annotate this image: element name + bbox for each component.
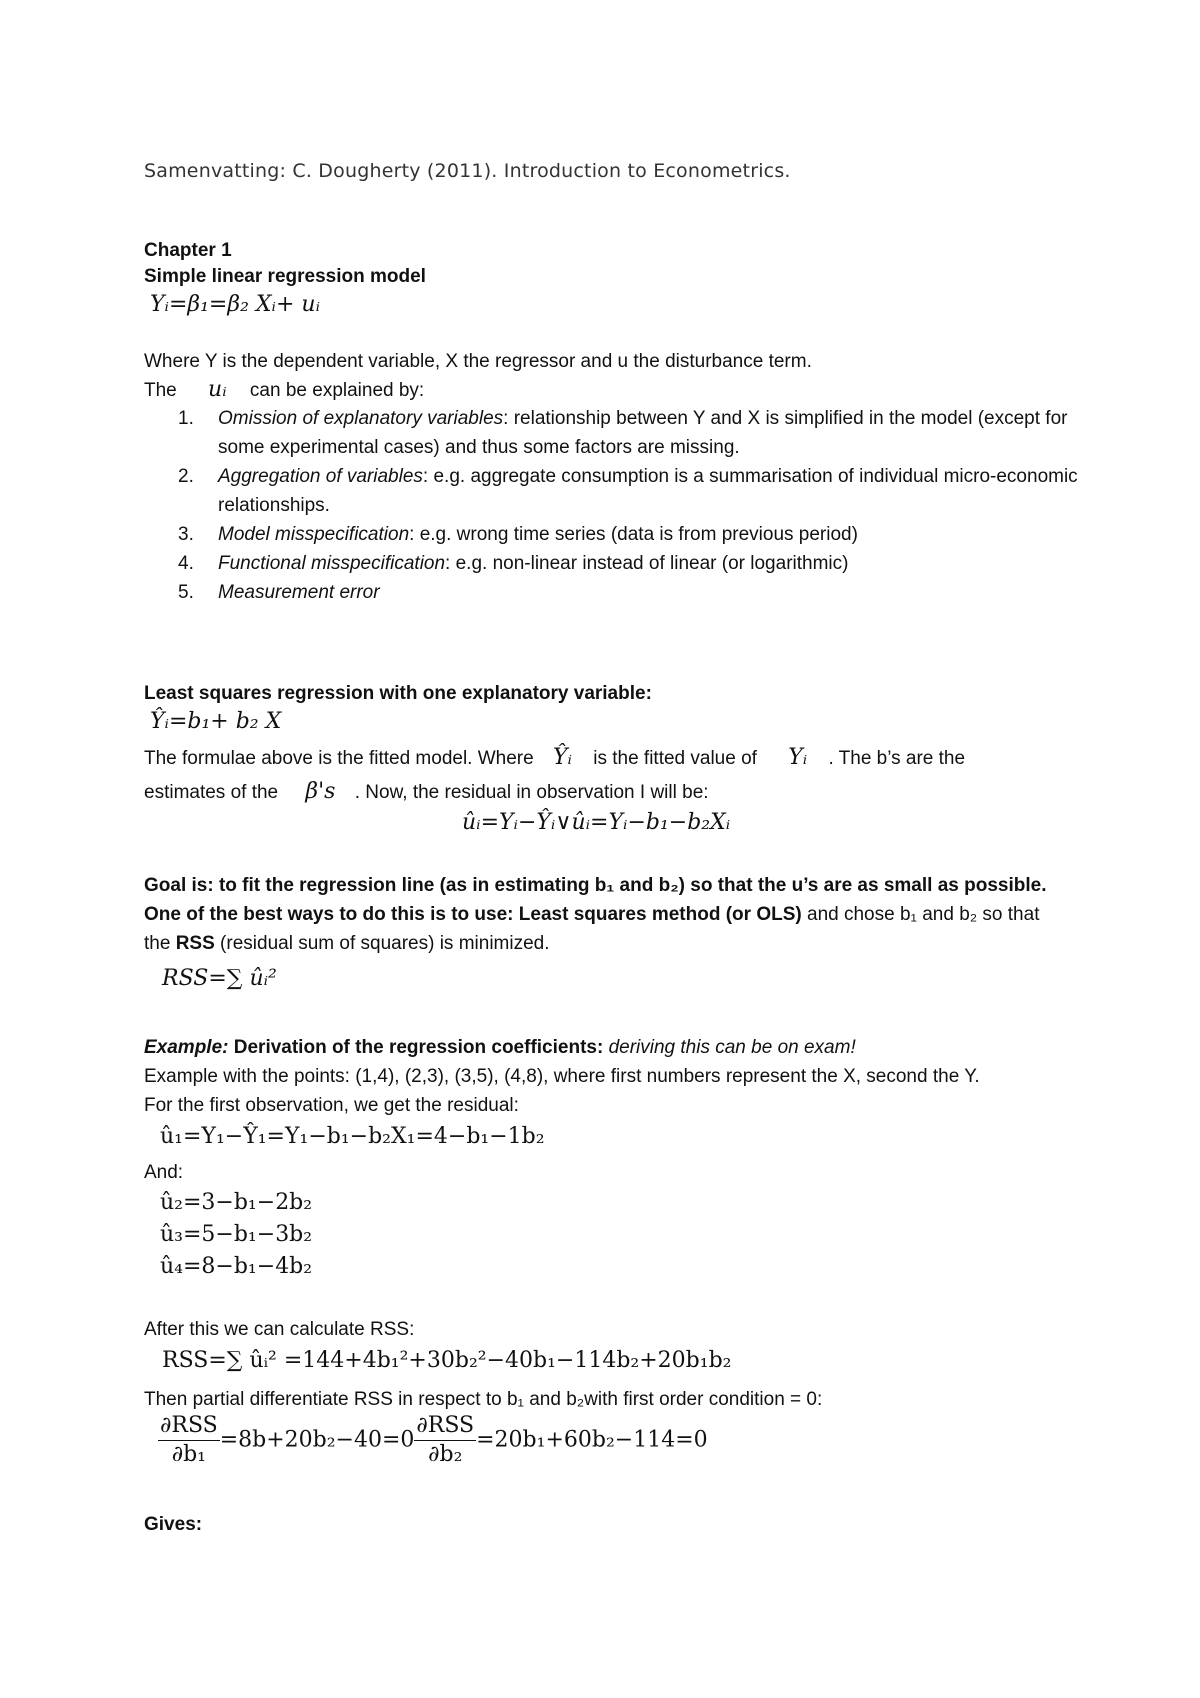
paragraph-fitted-line2 [144, 779, 709, 806]
list-term: Measurement error [218, 582, 380, 603]
goal-text-c: and chose b₁ and b₂ so that [801, 904, 1040, 925]
example-points: Example with the points: (1,4), (2,3), (3,5), (4,8), where first numbers represent the X, second the Y. [144, 1066, 980, 1087]
fraction-numerator: ∂RSS [414, 1412, 476, 1441]
fraction-denominator: ∂b₁ [171, 1442, 206, 1467]
list-item [144, 462, 1098, 520]
formula-residual: ûᵢ=Yᵢ−Ŷᵢ∨ûᵢ=Yᵢ−b₁−b₂Xᵢ [462, 810, 731, 835]
fraction-numerator: ∂RSS [158, 1412, 220, 1441]
paragraph-the-u [144, 377, 424, 404]
formula-rss: RSS=∑ ûᵢ² [162, 966, 277, 991]
formula-regression-model: Yᵢ=β₁=β₂ Xᵢ+ uᵢ [150, 292, 320, 317]
fraction-d-rss-d-b1 [158, 1412, 220, 1469]
fraction-denominator: ∂b₂ [428, 1442, 463, 1467]
example-title: Derivation of the regression coefficients: [228, 1037, 609, 1058]
list-item [144, 404, 1098, 462]
list-number: 1. [178, 408, 194, 429]
list-item [144, 520, 1098, 549]
formula-u1: û₁=Y₁−Ŷ₁=Y₁−b₁−b₂X₁=4−b₁−1b₂ [160, 1124, 545, 1149]
formula-u4: û₄=8−b₁−4b₂ [160, 1254, 313, 1279]
list-text: : e.g. wrong time series (data is from previous period) [409, 524, 858, 545]
goal-text-a: One of the best ways to do this is to use: [144, 904, 519, 925]
fitted-text-c: . The b’s are the [828, 748, 966, 769]
paragraph-fitted-line1 [144, 745, 965, 772]
list-number: 5. [178, 582, 194, 603]
the-label: The [144, 380, 177, 401]
list-item [144, 549, 1098, 578]
section-heading-simple-regression: Simple linear regression model [144, 266, 426, 287]
example-first-observation: For the first observation, we get the residual: [144, 1095, 519, 1116]
formula-fitted-model: Ŷᵢ=b₁+ b₂ X [150, 709, 282, 734]
formula-rss-expanded: RSS=∑ ûᵢ² =144+4b₁²+30b₂²−40b₁−114b₂+20b₁b₂ [162, 1348, 732, 1373]
fitted-text-b: is the fitted value of [593, 748, 757, 769]
rss-term: RSS [175, 933, 215, 954]
beta-symbol: β's [305, 779, 336, 804]
residual-intro: . Now, the residual in observation I will be: [354, 782, 709, 803]
list-term: Omission of explanatory variables [218, 408, 504, 429]
goal3-text-c: (residual sum of squares) is minimized. [214, 933, 550, 954]
list-text: : e.g. non-linear instead of linear (or logarithmic) [445, 553, 849, 574]
section-heading-least-squares: Least squares regression with one explanatory variable: [144, 683, 652, 704]
goal3-text-a: the [144, 933, 176, 954]
paragraph-where: Where Y is the dependent variable, X the regressor and u the disturbance term. [144, 351, 812, 372]
goal-line-1: Goal is: to fit the regression line (as in estimating b₁ and b₂) so that the u’s are as small as possible. [144, 875, 1047, 896]
fitted-text-a: The formulae above is the fitted model. Where [144, 748, 534, 769]
list-text: : e.g. aggregate consumption is a summarisation of individual micro-economic relationships. [218, 466, 1078, 516]
formula-u2: û₂=3−b₁−2b₂ [160, 1190, 313, 1215]
example-note: deriving this can be on exam! [608, 1037, 856, 1058]
example-heading [144, 1035, 856, 1061]
chapter-heading: Chapter 1 [144, 240, 232, 261]
document-title: Samenvatting: C. Dougherty (2011). Introduction to Econometrics. [144, 160, 791, 182]
u-symbol: uᵢ [208, 377, 227, 402]
list-number: 4. [178, 553, 194, 574]
fraction-d-rss-d-b2 [414, 1412, 476, 1469]
derivative-1-rest: =8b+20b₂−40=0 [219, 1427, 415, 1453]
explained-by: can be explained by: [249, 380, 425, 401]
list-term: Aggregation of variables [218, 466, 423, 487]
estimates-text: estimates of the [144, 782, 279, 803]
example-after: After this we can calculate RSS: [144, 1319, 415, 1340]
formula-partial-derivatives [158, 1412, 708, 1469]
derivative-2-rest: =20b₁+60b₂−114=0 [476, 1427, 708, 1453]
list-number: 2. [178, 466, 194, 487]
list-number: 3. [178, 524, 194, 545]
gives-label: Gives: [144, 1514, 203, 1535]
list-text: : relationship between Y and X is simplified in the model (except for some experimental cases) and thus some factors are missing. [218, 408, 1068, 458]
formula-u3: û₃=5−b₁−3b₂ [160, 1222, 313, 1247]
goal-line-2 [144, 902, 1039, 928]
goal-line-3 [144, 931, 550, 957]
example-label: Example: [144, 1037, 229, 1058]
example-and: And: [144, 1162, 184, 1183]
list-term: Model misspecification [218, 524, 410, 545]
list-term: Functional misspecification [218, 553, 446, 574]
y-symbol: Yᵢ [788, 745, 808, 770]
ols-term: Least squares method (or OLS) [518, 904, 802, 925]
y-hat-symbol: Ŷᵢ [552, 745, 572, 770]
reasons-list [144, 404, 1098, 607]
example-partial: Then partial differentiate RSS in respect to b₁ and b₂with first order condition = 0: [144, 1389, 823, 1410]
list-item [144, 578, 1098, 607]
